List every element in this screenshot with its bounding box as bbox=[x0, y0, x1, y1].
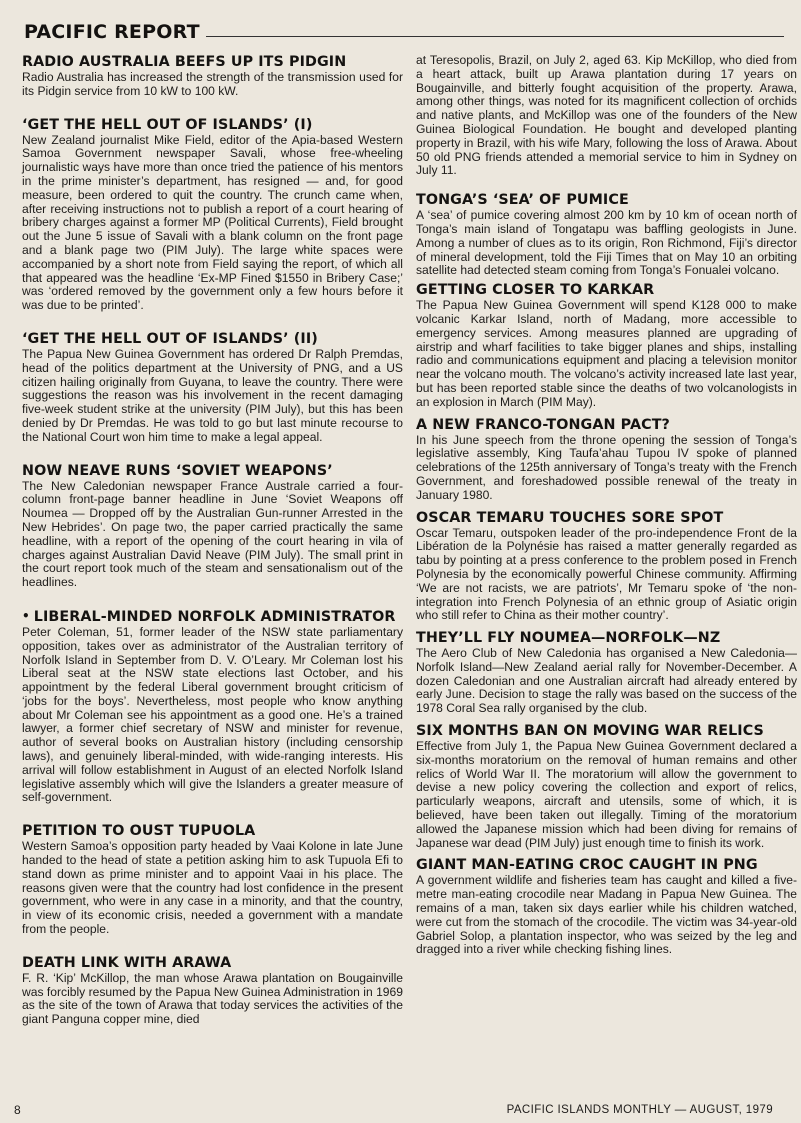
article-headline: PETITION TO OUST TUPUOLA bbox=[22, 823, 256, 840]
left-column bbox=[22, 54, 403, 1027]
article-war-relics bbox=[416, 723, 797, 850]
article-body: The Papua New Guinea Government has ordered Dr Ralph Premdas, head of the politics department at the University of PNG, and a US citizen hailing originally from Guyana, to leave the country. There were suggestions the reason was his involvement in the recent damaging five-week student strike at the university (PIM July), but this has been denied by Dr Premdas. He was told to go but last minute recourse to the National Court won him time to make a legal appeal. bbox=[22, 346, 403, 444]
publication-title: PACIFIC ISLANDS MONTHLY — AUGUST, 1979 bbox=[506, 1104, 773, 1116]
article-headline: NOW NEAVE RUNS ‘SOVIET WEAPONS’ bbox=[22, 462, 333, 479]
article-man-eating-croc bbox=[416, 857, 797, 957]
article-body: Western Samoa’s opposition party headed by Vaai Kolone in late June handed to the head of state a petition asking him to ask Tupuola Efi to stand down as prime minister and to appoint Vaai in his place. The reasons given were that the country had lost confidence in the present government, who were in any case in a minority, and that the country, in view of its economic crisis, needed a government with a mandate from the people. bbox=[22, 839, 403, 937]
article-headline: THEY’LL FLY NOUMEA—NORFOLK—NZ bbox=[416, 630, 721, 647]
article-petition-tupuola bbox=[22, 823, 403, 937]
article-headline bbox=[22, 608, 403, 626]
article-body: Peter Coleman, 51, former leader of the NSW state parliamentary opposition, takes over as administrator of the Australian territory of Norfolk Island in September from D. V. O’Leary. Mr Coleman lost his Liberal seat at the NSW state elections last October, and his appointment by the federal Liberal government brought criticism of ‘jobs for the boys’. Nevertheless, most people who know anything about Mr Coleman see his appointment as a good one. He’s a trained lawyer, a former chief secretary of NSW and minister for revenue, author of several books on Australian history (including censorship laws), and genuinely liberal-minded, with wide-ranging interests. His arrival will follow establishment in August of an elected Norfolk Island legislative assembly which will give the Islanders a greater measure of self-government. bbox=[22, 624, 403, 805]
article-body: The Papua New Guinea Government will spend K128 000 to make volcanic Karkar Island, north of Madang, more accessible to emergency services. Among measures planned are upgrading of airstrip and wharf facilities to take bigger planes and ships, installing radio and communications equipment and placing a television monitor near the volcano mouth. The volcano’s activity increased late last year, but has been reported stable since the deaths of two volcanologists in an explosion in March (PIM May). bbox=[416, 298, 797, 409]
article-headline: RADIO AUSTRALIA BEEFS UP ITS PIDGIN bbox=[22, 54, 347, 70]
article-body: The New Caledonian newspaper France Australe carried a four-column front-page banner headline in June ‘Soviet Weapons off Noumea — Dropped off by the Australian Gun-runner Arrested in the New Hebrides’. On page two, the paper carried practically the same headline, with a report of the opening of the court hearing in vila of charges against Australian David Neave (PIM July). The small print in the court report took much of the steam and sensationalism out of the headlines. bbox=[22, 478, 403, 590]
masthead-rule bbox=[206, 36, 784, 37]
article-get-out-islands-1 bbox=[22, 117, 403, 313]
article-body: F. R. ‘Kip’ McKillop, the man whose Arawa plantation on Bougainville was forcibly resumed by the Papua New Guinea Administration in 1969 as the site of the town of Arawa that today services the activities of the giant Panguna copper mine, died bbox=[22, 970, 403, 1027]
article-body: Effective from July 1, the Papua New Guinea Government declared a six-months moratorium on the removal of human remains and other relics of World War II. The moratorium will allow the government to devise a new policy covering the collection and export of relics, particularly weapons, aircraft and utensils, some of which, it is believed, have been taken out illegally. Timing of the moratorium allowed the Japanese mission which had been diving for remains of Japanese war dead (PIM July) just enough time to finish its work. bbox=[416, 739, 797, 850]
article-headline: GIANT MAN-EATING CROC CAUGHT IN PNG bbox=[416, 857, 758, 874]
article-death-link-arawa-continued bbox=[416, 54, 797, 178]
article-headline: TONGA’S ‘SEA’ OF PUMICE bbox=[416, 192, 629, 209]
article-death-link-arawa bbox=[22, 955, 403, 1027]
article-body: The Aero Club of New Caledonia has organised a New Caledonia—Norfolk Island—New Zealand aerial rally for November-December. A dozen Caledonian and one Australian aircraft had already entered by early June. Decision to stage the rally was based on the success of the 1978 Coral Sea rally organised by the club. bbox=[416, 646, 797, 716]
article-norfolk-administrator bbox=[22, 608, 403, 805]
article-body: In his June speech from the throne opening the session of Tonga’s legislative assembly, King Taufa’ahau Tupou IV spoke of planned celebrations of the 125th anniversary of Tonga’s treaty with the French Government, and foreshadowed possible renewal of the treaty in January 1980. bbox=[416, 432, 797, 502]
masthead bbox=[24, 20, 784, 44]
article-body: Oscar Temaru, outspoken leader of the pro-independence Front de la Libération de la Polynésie has raised a matter generally regarded as tabu by pointing at a press conference to the problem posed in French Polynesia by the economically powerful Chinese community. Affirming ‘We are not racists, we are patriots’, Mr Temaru spoke of ‘the non-integration into French Polynesia of an ethnic group of Asiatic origin who still refer to China as their mother country’. bbox=[416, 525, 797, 623]
article-oscar-temaru bbox=[416, 510, 797, 624]
article-franco-tongan-pact bbox=[416, 417, 797, 503]
bullet-icon: • bbox=[22, 608, 30, 623]
article-aerial-rally bbox=[416, 630, 797, 716]
article-radio-australia bbox=[22, 54, 403, 99]
right-column bbox=[416, 54, 797, 957]
article-get-out-islands-2 bbox=[22, 331, 403, 445]
article-body: A ‘sea’ of pumice covering almost 200 km by 10 km of ocean north of Tonga’s main island of Tongatapu was baffling geologists in June. Among a number of clues as to its origin, Ron Richmond, Fiji’s director of mineral development, told the Fiji Times that on May 10 an orbiting satellite had detected steam coming from Tonga’s Fonualei volcano. bbox=[416, 208, 797, 278]
section-title: PACIFIC REPORT bbox=[24, 21, 200, 43]
article-body: A government wildlife and fisheries team has caught and killed a five-metre man-eating crocodile near Madang in Papua New Guinea. The remains of a man, taken six days earlier while his children watched, were cut from the stomach of the crocodile. The victim was 34-year-old Gabriel Solop, a plantation inspector, who was seized by the leg and dragged into a river while checking fishing lines. bbox=[416, 873, 797, 957]
article-karkar bbox=[416, 282, 797, 409]
article-neave-soviet-weapons bbox=[22, 463, 403, 590]
article-body: at Teresopolis, Brazil, on July 2, aged 63. Kip McKillop, who died from a heart attack, built up Arawa plantation during 17 years on Bougainville, and bitterly fought acquisition of the property. Arawa, among other things, was noted for its magnificent collection of orchids and native plants, and McKillop was one of the founders of the New Guinea Biological Foundation. He bought and developed planting property in Brazil, with his wife Mary, following the loss of Arawa. About 50 old PNG friends attended a memorial service to him in Sydney on July 11. bbox=[416, 53, 797, 178]
page-number: 8 bbox=[14, 1103, 22, 1117]
article-headline: ‘GET THE HELL OUT OF ISLANDS’ (I) bbox=[22, 116, 313, 133]
article-headline-text: LIBERAL-MINDED NORFOLK ADMINISTRATOR bbox=[33, 608, 396, 625]
page-footer bbox=[0, 1103, 801, 1121]
article-headline: GETTING CLOSER TO KARKAR bbox=[416, 282, 655, 299]
article-body: New Zealand journalist Mike Field, editor of the Apia-based Western Samoa Government newspaper Savali, whose free-wheeling journalistic ways have more than once tried the patience of his mentors in the prime minister’s department, has resigned — and, for good measure, been ordered to quit the country. The crunch came when, after receiving instructions not to publish a report of a court hearing of bribery charges against a former MP (Political Currents), Field brought out the June 5 issue of Savali with a blank column on the front page and a blank page two (PIM July). The large white spaces were accompanied by a short note from Field saying the report, of which all that appeared was the headline ‘Ex-MP Fined $1550 in Bribery Case;’ was ‘ordered removed by the government only a few hours before it was due to be printed’. bbox=[22, 132, 403, 313]
article-headline: A NEW FRANCO-TONGAN PACT? bbox=[416, 416, 670, 433]
article-headline: DEATH LINK WITH ARAWA bbox=[22, 954, 232, 971]
article-body: Radio Australia has increased the strength of the transmission used for its Pidgin service from 10 kW to 100 kW. bbox=[22, 70, 403, 98]
article-headline: SIX MONTHS BAN ON MOVING WAR RELICS bbox=[416, 723, 764, 740]
article-headline: ‘GET THE HELL OUT OF ISLANDS’ (II) bbox=[22, 330, 318, 347]
article-tonga-pumice bbox=[416, 192, 797, 278]
article-headline: OSCAR TEMARU TOUCHES SORE SPOT bbox=[416, 509, 724, 526]
